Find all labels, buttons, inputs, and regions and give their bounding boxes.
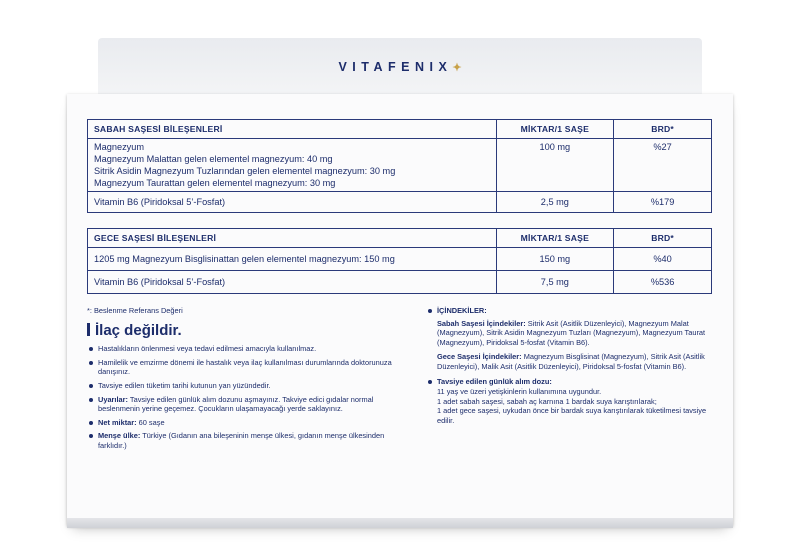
table-row	[88, 271, 712, 294]
amount-cell: 150 mg	[496, 248, 614, 271]
table-row	[88, 192, 712, 213]
brd-cell: %27	[614, 139, 712, 192]
ingredient-line: Magnezyum Malattan gelen elementel magnezyum: 40 mg	[94, 154, 333, 164]
night-ingredients-text: Magnezyum Bisglisinat (Magnezyum), Sitrik Asit (Asitlik Düzenleyici), Malik Asit (Asitlik Düzenleyici), Piridoksal 5-fosfat (Vitamin B6).	[437, 352, 705, 371]
column-header-ingredients: SABAH SAŞESİ BİLEŞENLERİ	[88, 120, 497, 139]
night-ingredients-label: Gece Saşesi İçindekiler:	[437, 352, 522, 362]
table-row	[88, 139, 712, 192]
warnings-list	[87, 344, 397, 450]
list-item-text: Tavsiye edilen tüketim tarihi kutunun yan yüzündedir.	[98, 381, 271, 390]
dose-line: 1 adet gece saşesi, uykudan önce bir bardak suya karıştırılarak tüketilmesi tavsiye edilir.	[437, 406, 707, 425]
amount-cell: 2,5 mg	[496, 192, 614, 213]
column-header-brd: BRD*	[614, 120, 712, 139]
ingredient-line: Sitrik Asidin Magnezyum Tuzlarından gelen elementel magnezyum: 30 mg	[94, 166, 396, 176]
warnings-column	[87, 306, 397, 454]
not-drug-text: İlaç değildir.	[95, 322, 182, 340]
table-header-row	[88, 120, 712, 139]
dose-instructions	[426, 387, 711, 425]
brd-cell: %179	[614, 192, 712, 213]
dose-heading: Tavsiye edilen günlük alım dozu:	[426, 377, 711, 387]
list-item	[87, 344, 397, 353]
list-item-text: Türkiye (Gıdanın ana bileşeninin menşe ülkesi, gıdanın menşe ülkesinden farklıdır.)	[98, 431, 385, 450]
list-item-label: Menşe ülke:	[98, 431, 141, 441]
brand-logo	[0, 60, 800, 74]
column-header-amount: MİKTAR/1 SAŞE	[496, 120, 614, 139]
heading-bar-icon	[87, 323, 90, 336]
brand-name: VITAFENIX	[338, 60, 453, 74]
column-header-amount: MİKTAR/1 SAŞE	[496, 229, 614, 248]
reference-footnote: *: Beslenme Referans Değeri	[87, 306, 183, 315]
list-item-label: Net miktar:	[98, 417, 137, 427]
ingredient-cell: Vitamin B6 (Piridoksal 5’-Fosfat)	[88, 192, 497, 213]
brd-cell: %40	[614, 248, 712, 271]
ingredient-cell: Vitamin B6 (Piridoksal 5’-Fosfat)	[88, 271, 497, 294]
table-row	[88, 248, 712, 271]
ingredient-cell: 1205 mg Magnezyum Bisglisinattan gelen elementel magnezyum: 150 mg	[88, 248, 497, 271]
list-item	[87, 395, 397, 414]
not-drug-heading	[87, 322, 397, 340]
amount-cell: 7,5 mg	[496, 271, 614, 294]
list-item-text: Hastalıkların önlenmesi veya tedavi edilmesi amacıyla kullanılmaz.	[98, 344, 317, 354]
brd-cell: %536	[614, 271, 712, 294]
table-header-row	[88, 229, 712, 248]
list-item	[87, 381, 397, 390]
ingredient-line: Magnezyum Taurattan gelen elementel magnezyum: 30 mg	[94, 178, 336, 188]
ingredient-line: Magnezyum	[94, 142, 145, 152]
brand-mark-icon: ✦	[452, 62, 462, 74]
column-header-brd: BRD*	[614, 229, 712, 248]
ingredient-cell	[88, 139, 497, 192]
morning-ingredients-text: Sitrik Asit (Asitlik Düzenleyici), Magnezyum Malat (Magnezyum), Sitrik Asidin Magnezyum Tuzları (Magnezyum), Magnezyum Taurat (Magnezyum), Piridoksal 5-fosfat (Vitamin B6).	[437, 318, 706, 347]
list-item	[87, 418, 397, 427]
list-item	[87, 358, 397, 377]
dose-line: 11 yaş ve üzeri yetişkinlerin kullanımına uygundur.	[437, 387, 602, 397]
list-item-text: Tavsiye edilen günlük alım dozunu aşmayınız. Takviye edici gıdalar normal beslenmenin yerine geçemez. Çocukların ulaşamayacağı yerde saklayınız.	[98, 394, 374, 413]
night-sachet-table	[87, 228, 712, 294]
morning-ingredients-label: Sabah Saşesi İçindekiler:	[437, 318, 526, 328]
morning-ingredients	[426, 319, 711, 348]
ingredients-column	[426, 306, 711, 431]
list-item-text: Hamilelik ve emzirme dönemi ile hastalık veya ilaç kullanılması durumlarında doktorunuza danışınız.	[98, 358, 392, 377]
dose-line: 1 adet sabah saşesi, sabah aç karnına 1 bardak suya karıştırılarak;	[437, 396, 657, 406]
list-item-label: Uyarılar:	[98, 394, 128, 404]
column-header-ingredients: GECE SAŞESİ BİLEŞENLERİ	[88, 229, 497, 248]
ingredients-heading: İÇİNDEKİLER:	[426, 306, 711, 316]
list-item	[87, 431, 397, 450]
box-bottom-edge	[67, 518, 733, 528]
list-item-text: 60 saşe	[136, 417, 165, 427]
morning-sachet-table	[87, 119, 712, 213]
amount-cell: 100 mg	[496, 139, 614, 192]
night-ingredients	[426, 352, 711, 371]
